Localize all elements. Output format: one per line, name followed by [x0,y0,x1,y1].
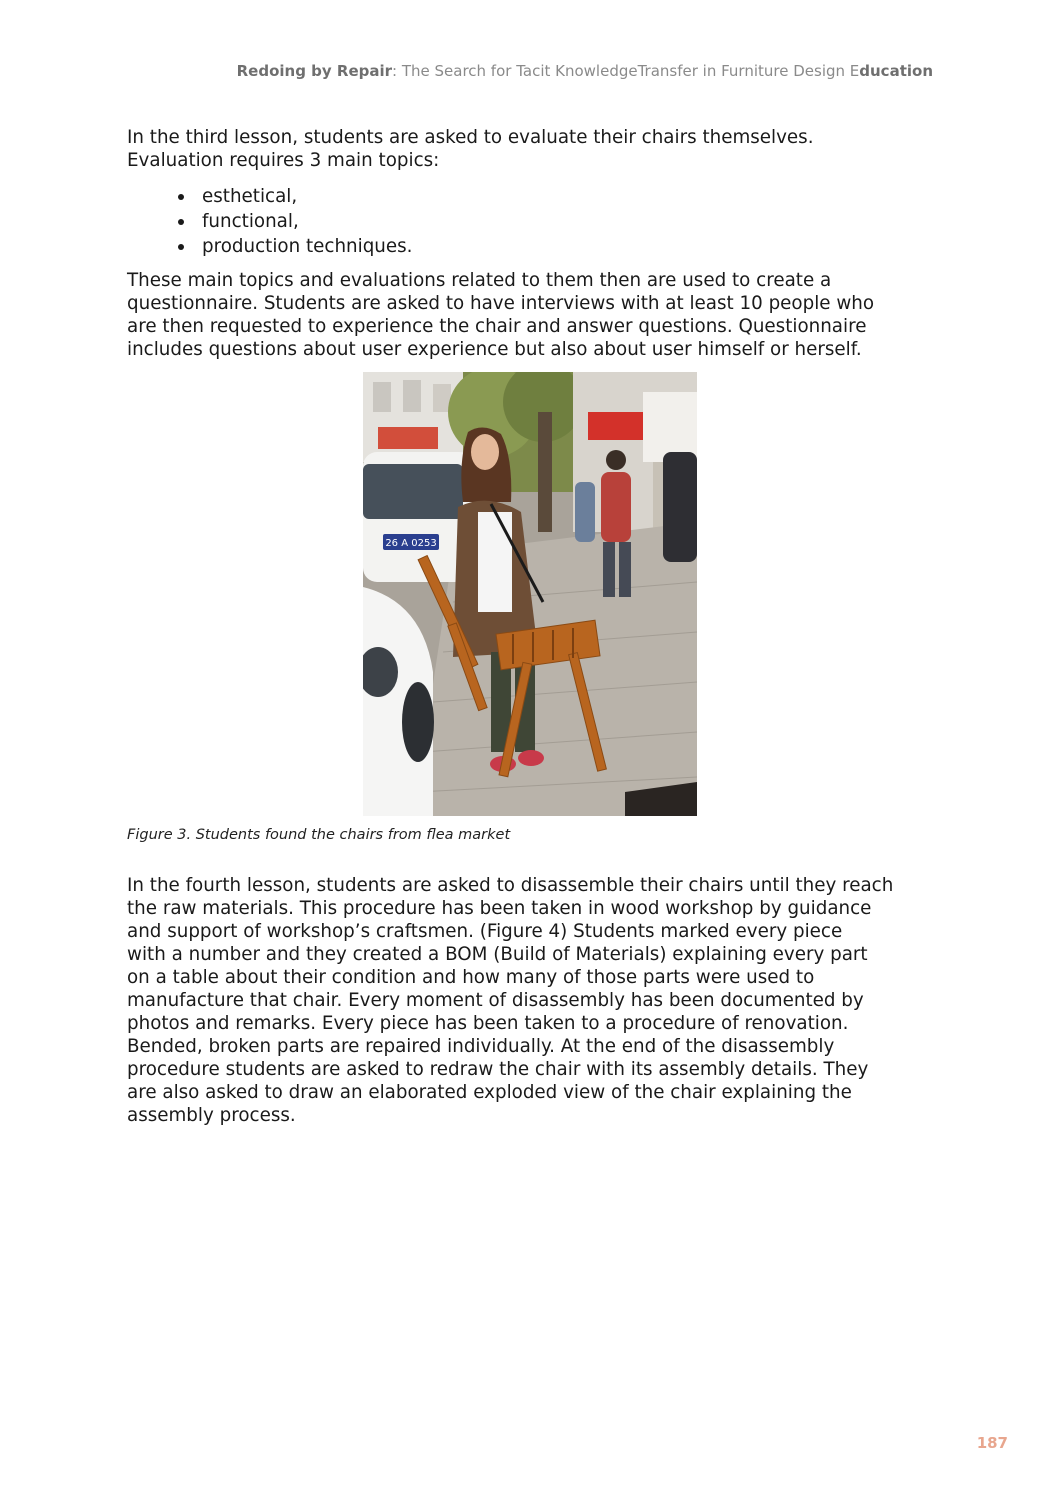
intro-paragraph [127,126,937,172]
header-title-rest: : The Search for Tacit KnowledgeTransfer in Furniture Design E [392,62,860,80]
topics-list [127,184,937,259]
paragraph-line: includes questions about user experience but also about user himself or herself. [127,339,862,360]
list-item: functional, [127,209,937,234]
list-item: esthetical, [127,184,937,209]
intro-line-2: Evaluation requires 3 main topics: [127,150,440,171]
figure-caption: Figure 3. Students found the chairs from flea market [127,827,511,843]
paragraph-line: on a table about their condition and how many of those parts were used to [127,967,815,988]
list-item: production techniques. [127,234,937,259]
paragraph-line: the raw materials. This procedure has been taken in wood workshop by guidance [127,898,872,919]
paragraph-line: manufacture that chair. Every moment of disassembly has been documented by [127,990,864,1011]
header-title-end: ducation [859,62,933,80]
street-photo-illustration [363,372,697,816]
figure-photo [363,372,697,816]
paragraph-line: Bended, broken parts are repaired individually. At the end of the disassembly [127,1036,835,1057]
paragraph-line: procedure students are asked to redraw the chair with its assembly details. They [127,1059,869,1080]
paragraph-line: are then requested to experience the chair and answer questions. Questionnaire [127,316,867,337]
paragraph-line: and support of workshop’s craftsmen. (Figure 4) Students marked every piece [127,921,843,942]
paragraph-line: are also asked to draw an elaborated exploded view of the chair explaining the [127,1082,852,1103]
page-number: 187 [976,1434,1008,1452]
paragraph-line: In the fourth lesson, students are asked to disassemble their chairs until they reach [127,875,894,896]
intro-line-1: In the third lesson, students are asked to evaluate their chairs themselves. [127,127,814,148]
running-header [237,62,933,80]
header-title-strong: Redoing by Repair [236,62,393,80]
license-plate-text: 26 A 0253 [385,538,437,549]
questionnaire-paragraph [127,269,937,361]
paragraph-line: assembly process. [127,1105,296,1126]
paragraph-line: photos and remarks. Every piece has been taken to a procedure of renovation. [127,1013,849,1034]
paragraph-line: with a number and they created a BOM (Build of Materials) explaining every part [127,944,868,965]
disassembly-paragraph [127,874,937,1127]
topics-list-wrapper [127,184,937,259]
paragraph-line: questionnaire. Students are asked to have interviews with at least 10 people who [127,293,875,314]
paragraph-line: These main topics and evaluations related to them then are used to create a [127,270,832,291]
